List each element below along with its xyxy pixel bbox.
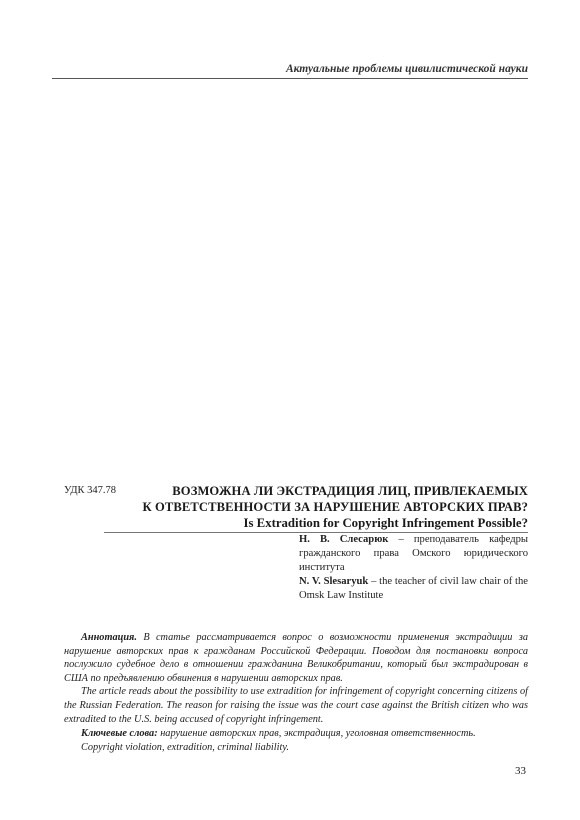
title-ru-line-2: К ОТВЕТСТВЕННОСТИ ЗА НАРУШЕНИЕ АВТОРСКИХ ПРАВ? — [142, 500, 528, 514]
title-en: Is Extradition for Copyright Infringement Possible? — [243, 516, 528, 530]
keywords-label: Ключевые слова: — [81, 728, 158, 739]
annotation-ru-text: В статье рассматривается вопрос о возможности применения экстрадиции за нарушение авторских прав к гражданам Российской Федерации. Поводом для постановки вопроса послужило судебное дело в отношении гражданина Великобритании, который был экстрадирован в США по предъявлению обвинения в нарушении авторских прав. — [64, 632, 528, 684]
author-ru-description: – преподаватель кафедры гражданского права Омского юридического института — [299, 534, 529, 573]
udk-code: УДК 347.78 — [64, 485, 117, 496]
annotation — [64, 631, 528, 726]
author-en-name: N. V. Slesaryuk — [299, 576, 369, 587]
author-ru — [299, 533, 528, 575]
annotation-en: The article reads about the possibility to use extradition for infringement of copyright concerning citizens of the Russian Federation. The reason for raising the issue was the court case against the British citizen who was extradited to the U.S. being accused of copyright infringement. — [64, 686, 528, 725]
annotation-ru — [64, 631, 528, 685]
running-header: Актуальные проблемы цивилистической науки — [285, 63, 528, 75]
annotation-label: Аннотация. — [81, 632, 137, 643]
header-rule — [52, 78, 528, 79]
keywords-ru-text: нарушение авторских прав, экстрадиция, уголовная ответственность. — [157, 728, 476, 739]
author-en — [299, 575, 528, 603]
keywords — [64, 727, 528, 754]
author-info — [299, 533, 528, 603]
keywords-ru — [64, 727, 528, 741]
title-ru-line-1: ВОЗМОЖНА ЛИ ЭКСТРАДИЦИЯ ЛИЦ, ПРИВЛЕКАЕМЫХ — [172, 484, 528, 498]
keywords-en: Copyright violation, extradition, criminal liability. — [81, 741, 289, 753]
article-title — [118, 483, 528, 531]
author-en-description: – the teacher of civil law chair of the Omsk Law Institute — [299, 576, 528, 601]
author-ru-name: Н. В. Слесарюк — [299, 534, 389, 545]
page-number: 33 — [515, 765, 526, 777]
